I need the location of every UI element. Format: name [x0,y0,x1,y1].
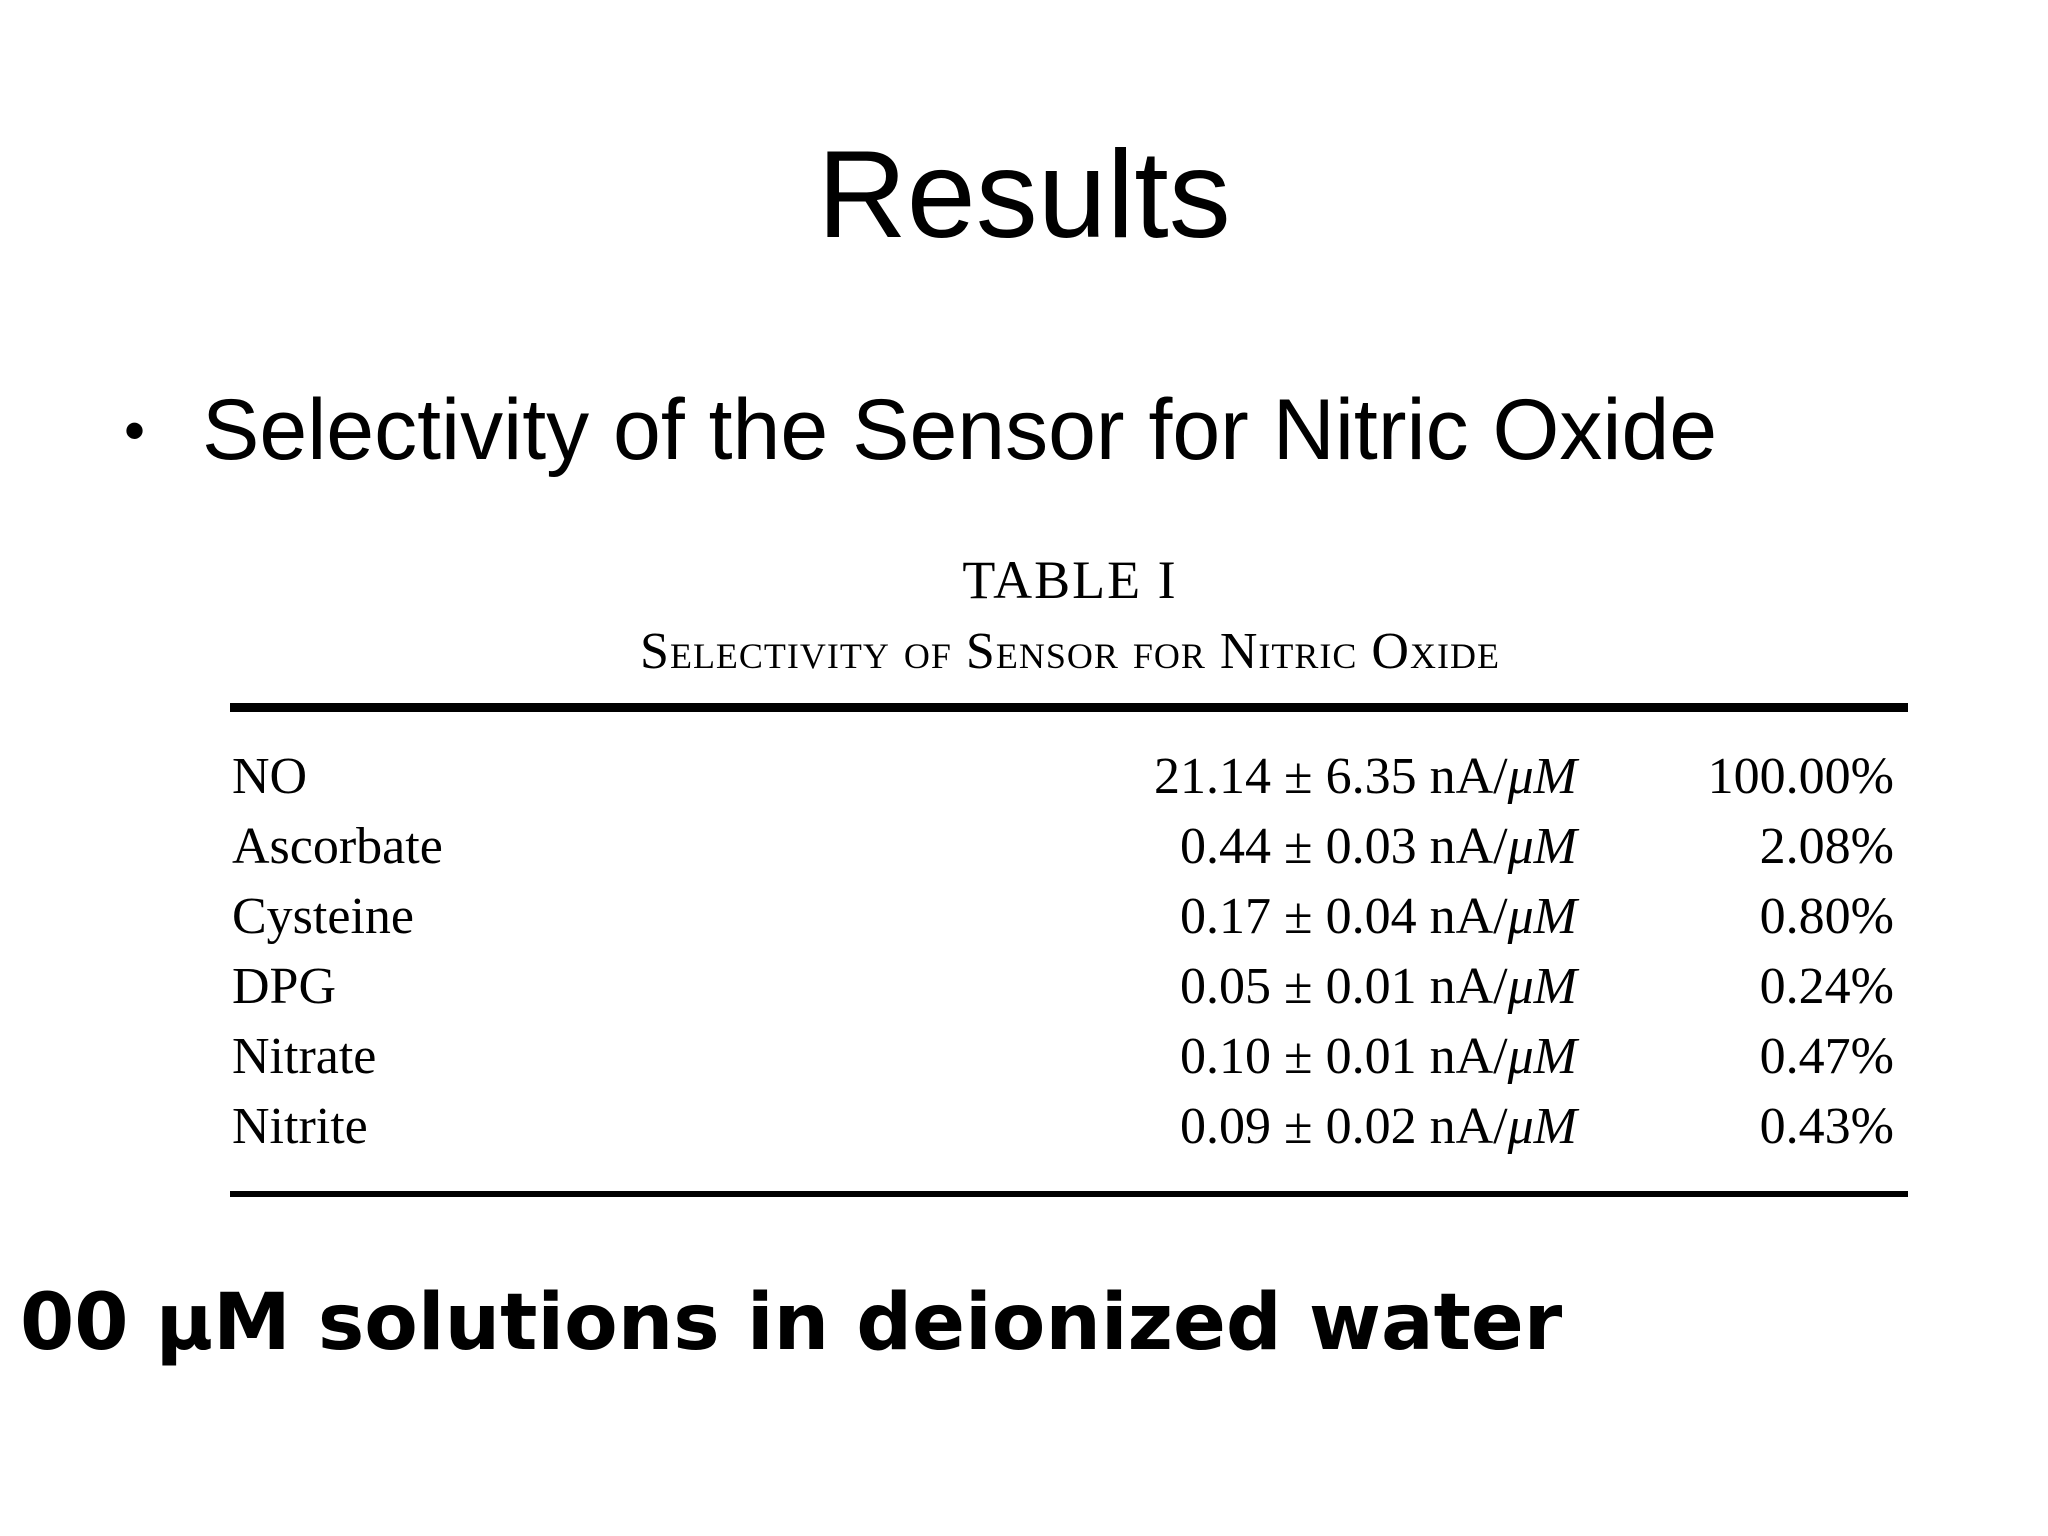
solution-footnote: 00 μM solutions in deionized water [20,1278,1563,1368]
sensitivity-cell [1154,742,1577,812]
sensitivity-value: 21.14 ± 6.35 nA/ [1154,748,1508,805]
table-top-rule [230,703,1908,712]
table-row [232,812,1904,882]
percent-cell: 0.47% [1759,1028,1894,1085]
table-bottom-rule [230,1191,1908,1197]
percent-cell: 100.00% [1707,748,1894,805]
bullet-icon: • [124,397,146,464]
table-number: TABLE I [962,550,1178,610]
slide-title: Results [817,126,1231,264]
percent-cell: 0.43% [1759,1098,1894,1155]
sensitivity-value: 0.17 ± 0.04 nA/ [1180,888,1508,945]
table-title: Selectivity of Sensor for Nitric Oxide [640,623,1500,680]
table-row [232,1022,1904,1092]
substance-cell: NO [232,748,308,805]
table-row [232,1092,1904,1162]
selectivity-table [232,742,1904,1162]
percent-cell: 2.08% [1759,818,1894,875]
sensitivity-cell [1180,812,1577,882]
sensitivity-value: 0.05 ± 0.01 nA/ [1180,958,1508,1015]
sensitivity-cell [1180,1092,1577,1162]
substance-cell: Nitrite [232,1098,368,1155]
percent-cell: 0.80% [1759,888,1894,945]
sensitivity-value: 0.10 ± 0.01 nA/ [1180,1028,1508,1085]
substance-cell: Nitrate [232,1028,377,1085]
sensitivity-unit: μM [1507,818,1577,875]
bullet-text: Selectivity of the Sensor for Nitric Oxide [202,382,1718,478]
substance-cell: Ascorbate [232,818,443,875]
substance-cell: DPG [232,958,337,1015]
bullet-item [124,380,1717,481]
sensitivity-unit: μM [1507,1028,1577,1085]
substance-cell: Cysteine [232,888,414,945]
sensitivity-unit: μM [1507,888,1577,945]
table-row [232,742,1904,812]
sensitivity-value: 0.09 ± 0.02 nA/ [1180,1098,1508,1155]
sensitivity-cell [1180,1022,1577,1092]
table-row [232,882,1904,952]
table-row [232,952,1904,1022]
sensitivity-unit: μM [1507,748,1577,805]
sensitivity-value: 0.44 ± 0.03 nA/ [1180,818,1508,875]
sensitivity-cell [1180,952,1577,1022]
sensitivity-unit: μM [1507,958,1577,1015]
sensitivity-unit: μM [1507,1098,1577,1155]
percent-cell: 0.24% [1759,958,1894,1015]
sensitivity-cell [1180,882,1577,952]
